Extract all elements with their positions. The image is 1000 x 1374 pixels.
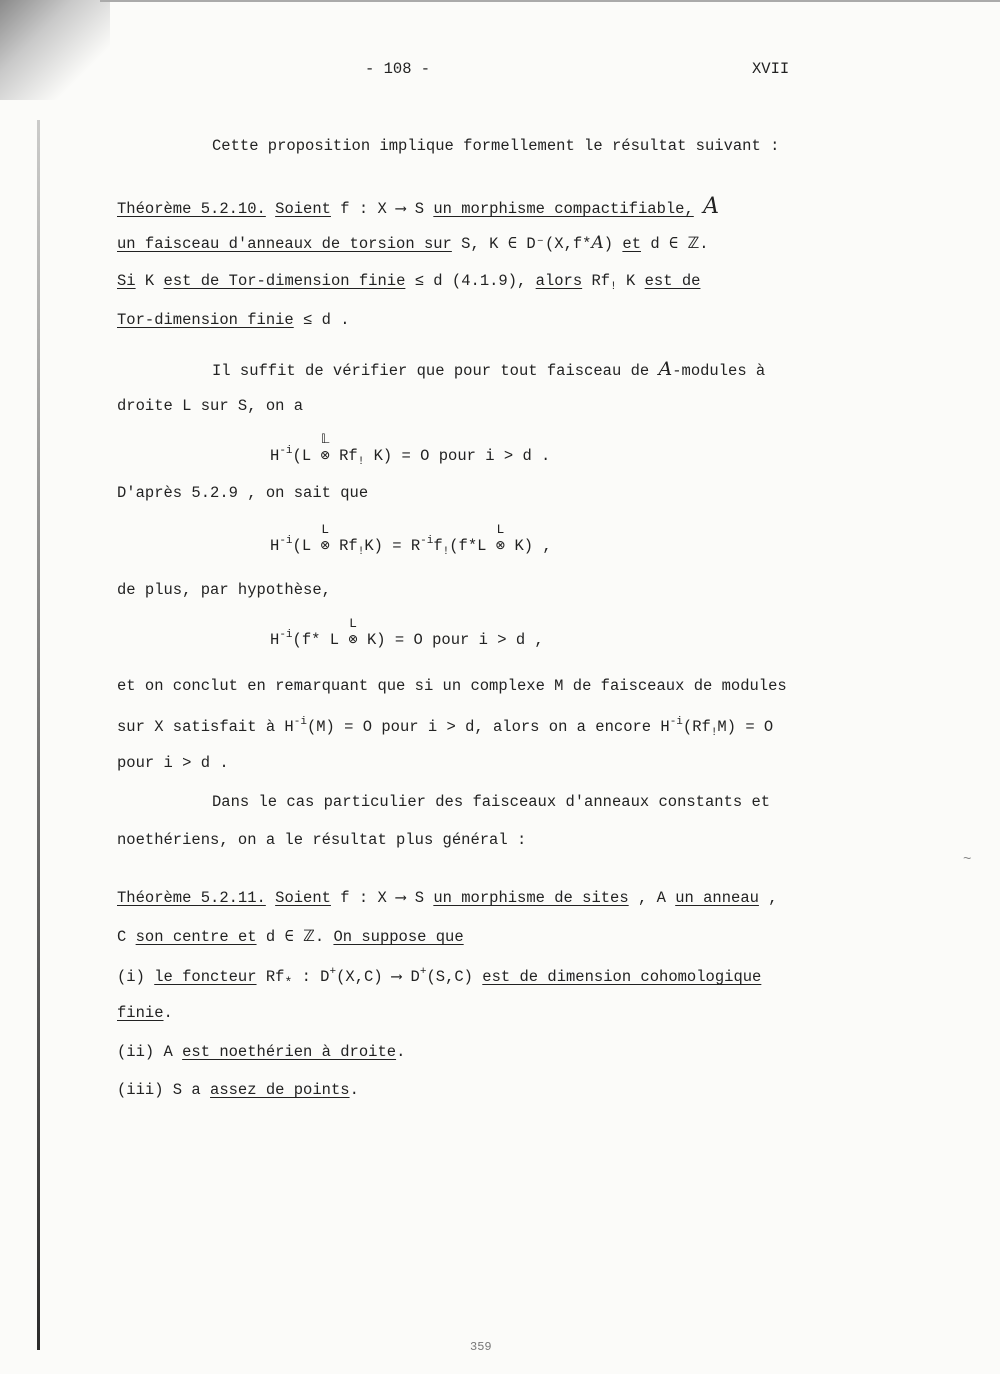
- line6-b: (M) = O pour i > d, alors on a encore H: [306, 718, 670, 736]
- script-a-symbol: A: [703, 194, 719, 219]
- k2: K: [626, 272, 636, 290]
- proof-line-3: D'après 5.2.9 , on sait que: [117, 484, 369, 502]
- map-b: (X,C) ⟶ D: [336, 968, 420, 986]
- tor-dimension-finie: est de Tor-dimension finie: [163, 272, 406, 290]
- hypothesis-ii: [117, 1043, 405, 1061]
- alors: alors: [535, 272, 583, 290]
- line6-d: M) = O: [717, 718, 774, 736]
- script-a-modules: A: [658, 358, 673, 380]
- script-a-inline: A: [591, 233, 604, 253]
- shriek: !: [610, 281, 617, 293]
- d-in-2: d ∈: [265, 928, 294, 946]
- eq2-rest: K) ,: [514, 537, 552, 555]
- hyp-i-label: (i): [117, 968, 145, 986]
- proof-line-6: sur X satisfait à $H^{-i}(M) = O$ pour i > d, alors on a encore $H^{-i}(Rf_!M) = O$: [117, 716, 774, 739]
- finie: finie: [117, 1004, 164, 1022]
- f-map-2: f : X ⟶ S: [340, 889, 425, 907]
- folio-number: 359: [470, 1340, 492, 1354]
- page-number: - 108 -: [365, 60, 431, 78]
- si: Si: [117, 272, 136, 290]
- foncteur: le foncteur: [154, 968, 257, 986]
- equation-3: [270, 616, 544, 649]
- dot: .: [314, 928, 325, 946]
- soient-2: Soient: [275, 889, 331, 907]
- eq2-l: (L: [292, 537, 312, 555]
- eq1-tensor: 𝕃 ⊗: [320, 432, 330, 465]
- eq2-rf: Rf: [339, 537, 358, 555]
- suppose: On suppose que: [333, 928, 464, 946]
- theorem-5-2-11-line-1: [117, 888, 778, 907]
- eq1-l: (L: [292, 447, 312, 465]
- noetherien: est noethérien à droite: [182, 1043, 397, 1061]
- line6-c: (Rf: [682, 718, 711, 736]
- proof-line-5: et on conclut en remarquant que si un complexe M de faisceaux de modules: [117, 677, 787, 695]
- theorem-5-2-10-line-3: [117, 272, 700, 293]
- a-ann: , A: [637, 889, 666, 907]
- ii-dot: .: [396, 1043, 406, 1061]
- dim-coh: est de dimension cohomologique: [482, 968, 762, 986]
- proof-line-8: Dans le cas particulier des faisceaux d'anneaux constants et: [212, 793, 771, 811]
- eq2-h: H: [270, 537, 280, 555]
- eq2-sup2: -i: [420, 535, 434, 547]
- proof-line-9: noethériens, on a le résultat plus général :: [117, 831, 527, 849]
- hypothesis-i: [117, 966, 761, 990]
- theorem-5-2-10-line-1: [117, 194, 719, 219]
- iii-dot: .: [349, 1081, 359, 1099]
- period: .: [699, 235, 709, 253]
- eq1-rf: Rf: [339, 447, 358, 465]
- scan-top-line: [100, 0, 1000, 2]
- theorem-label-2: Théorème 5.2.11.: [117, 889, 266, 907]
- eq3-tensor: L ⊗: [348, 616, 358, 649]
- hypothesis-i-cont: [117, 1004, 173, 1022]
- eq2-sup: -i: [279, 535, 293, 547]
- eq2-over2: L: [496, 522, 505, 537]
- proof-line-1a: Il suffit de vérifier que pour tout faisceau de: [212, 362, 650, 380]
- intro-line: Cette proposition implique formellement le résultat suivant :: [212, 137, 780, 155]
- assez-points: assez de points: [210, 1081, 350, 1099]
- line6-a: sur X satisfait à H: [117, 718, 294, 736]
- theorem-label: Théorème 5.2.10.: [117, 200, 266, 218]
- line6-sup2: -i: [669, 716, 683, 728]
- s-comma: S,: [461, 235, 480, 253]
- proof-line-7: pour i > d .: [117, 754, 229, 772]
- d-in: d ∈: [650, 235, 679, 253]
- chapter-number: XVII: [752, 60, 790, 78]
- proof-line-1b: -modules à: [672, 362, 766, 380]
- comma: ,: [768, 889, 778, 907]
- proof-line-4: de plus, par hypothèse,: [117, 581, 331, 599]
- centre: son centre et: [135, 928, 257, 946]
- eq1-rest: K) = O pour i > d .: [364, 447, 551, 465]
- leq-d-ref: ≤ d (4.1.9),: [414, 272, 527, 290]
- hyp-ii-label: (ii) A: [117, 1043, 173, 1061]
- rf: Rf: [591, 272, 611, 290]
- c: C: [117, 928, 127, 946]
- theorem-5-2-10-line-2: [117, 233, 709, 253]
- f-map: f : X ⟶ S: [340, 200, 425, 218]
- margin-mark: ~: [963, 852, 972, 868]
- hyp-iii-label: (iii) S a: [117, 1081, 201, 1099]
- integers-symbol-2: ℤ: [303, 927, 315, 945]
- eq2-fstar: (f*L: [449, 537, 487, 555]
- morphisme-sites: un morphisme de sites: [433, 889, 629, 907]
- rf-star: Rf: [265, 968, 285, 986]
- equation-1: $H^{-i}(L$ 𝕃 ⊗ $Rf_!$ K) = O pour i > d .: [270, 432, 551, 468]
- eq3-h: H: [270, 631, 280, 649]
- proof-line-1: [212, 358, 765, 380]
- eq3-over: L: [349, 616, 357, 631]
- eq3-rest: K) = O pour i > d ,: [367, 631, 544, 649]
- et: et: [622, 235, 641, 253]
- line6-sup: -i: [293, 716, 307, 728]
- k-in-d: K ∈ D⁻(X,f*: [489, 235, 592, 253]
- map-a: : D: [292, 968, 330, 986]
- proof-line-2: droite L sur S, on a: [117, 397, 304, 415]
- map-c: (S,C): [426, 968, 473, 986]
- plus: +: [329, 966, 337, 978]
- eq3-sup: -i: [279, 629, 293, 641]
- hypothesis-iii: [117, 1081, 359, 1099]
- close-paren: ): [603, 235, 614, 253]
- soient: Soient: [275, 200, 331, 218]
- finie-dot: .: [163, 1004, 173, 1022]
- eq1-sup: -i: [279, 445, 293, 457]
- eq3-f: (f* L: [292, 631, 340, 649]
- eq2-tensor-2: L ⊗: [495, 522, 506, 555]
- integers-symbol: ℤ: [687, 234, 700, 252]
- plus-2: +: [419, 966, 427, 978]
- morphism-compactifiable: un morphisme compactifiable,: [433, 200, 694, 218]
- k: K: [144, 272, 155, 290]
- equation-2: $H^{-i}(L$ L ⊗ $Rf_!K) = R^{-i}f_!(f*L$ L ⊗ K) ,: [270, 522, 552, 558]
- binding-spine: [37, 120, 40, 1350]
- theorem-5-2-11-line-2: [117, 927, 464, 946]
- star: *: [284, 975, 293, 990]
- scan-edge-shadow: [0, 0, 110, 100]
- eq1-h: H: [270, 447, 280, 465]
- eq2-tensor: L ⊗: [320, 522, 330, 555]
- leq-d-2: ≤ d .: [303, 311, 350, 329]
- est-de: est de: [644, 272, 701, 290]
- eq1-over: 𝕃: [320, 432, 330, 447]
- theorem-5-2-10-line-4: [117, 311, 350, 329]
- tor-dimension-finie-2: Tor-dimension finie: [117, 311, 294, 329]
- eq2-f: f: [433, 537, 443, 555]
- anneau: un anneau: [675, 889, 759, 907]
- eq2-r: K) = R: [364, 537, 421, 555]
- eq2-over: L: [321, 522, 330, 537]
- faisceau-torsion: un faisceau d'anneaux de torsion sur: [117, 235, 452, 253]
